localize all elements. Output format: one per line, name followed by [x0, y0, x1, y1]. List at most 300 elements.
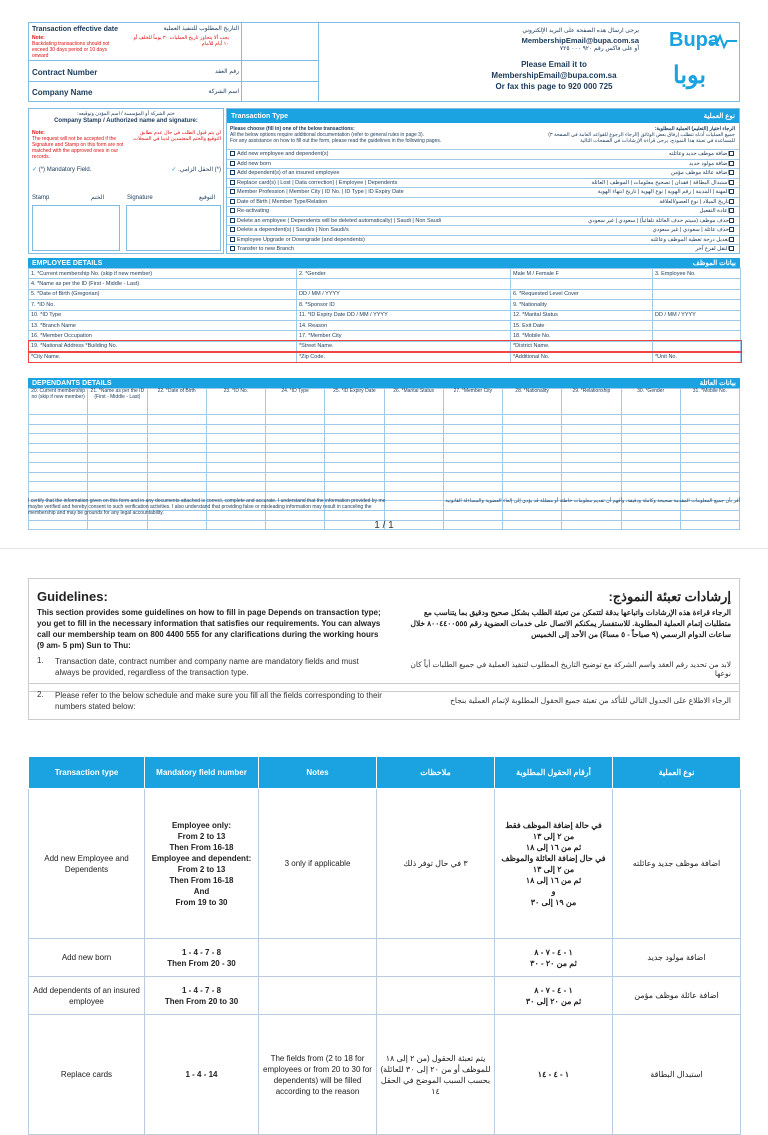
employee-field[interactable]: 16. *Member Occupation — [29, 331, 297, 341]
transaction-option-label — [230, 237, 365, 243]
employee-field[interactable]: 7. *ID No. — [29, 300, 297, 310]
dependant-cell[interactable] — [325, 434, 384, 444]
employee-field[interactable] — [653, 331, 741, 341]
employee-row — [29, 320, 741, 330]
checkbox-icon-ar[interactable] — [729, 151, 734, 156]
dependant-cell[interactable] — [29, 415, 88, 425]
dependant-cell[interactable] — [443, 453, 502, 463]
transaction-date-input[interactable] — [241, 23, 319, 61]
transaction-title-ar: نوع العملية — [703, 113, 735, 120]
header-box — [28, 22, 740, 102]
transaction-list — [227, 149, 739, 254]
checkbox-icon-ar[interactable] — [729, 208, 734, 213]
employee-field[interactable]: *Street Name. — [297, 341, 511, 351]
dependant-cell[interactable] — [88, 443, 147, 453]
contract-cell — [29, 61, 319, 82]
checkbox-icon-ar[interactable] — [729, 180, 734, 185]
dependant-cell[interactable] — [562, 472, 621, 482]
transaction-header — [227, 109, 739, 123]
dependant-cell[interactable] — [88, 482, 147, 492]
dependant-cell[interactable] — [325, 482, 384, 492]
transaction-option-label — [230, 227, 349, 233]
dependant-cell[interactable] — [443, 434, 502, 444]
checkbox-icon[interactable] — [230, 161, 235, 166]
transaction-option[interactable] — [227, 216, 739, 226]
transaction-date-label: Transaction effective date — [32, 26, 118, 33]
dependant-cell[interactable] — [206, 520, 265, 530]
employee-field[interactable]: 14. Reason — [297, 320, 511, 330]
schedule-cell-notes: The fields from (2 to 18 for employees or from 20 to 30 for dependents) will be filled according to the reason — [259, 1015, 377, 1135]
dependant-cell[interactable] — [562, 415, 621, 425]
option-text-ar: إضافة موظف جديد وعائلته — [668, 151, 729, 158]
dependant-cell[interactable] — [147, 424, 206, 434]
dependant-cell[interactable] — [29, 434, 88, 444]
dependant-cell[interactable] — [443, 462, 502, 472]
employee-field[interactable] — [297, 279, 511, 289]
transaction-option-label — [230, 246, 294, 252]
dependant-cell[interactable] — [206, 462, 265, 472]
transaction-option[interactable] — [227, 244, 739, 254]
stamp-box[interactable] — [32, 205, 120, 251]
employee-field[interactable] — [653, 279, 741, 289]
dependant-cell[interactable] — [503, 520, 562, 530]
dependant-cell[interactable] — [503, 472, 562, 482]
dependant-cell[interactable] — [88, 415, 147, 425]
employee-field[interactable]: 5. *Date of Birth (Gregorian) — [29, 289, 297, 299]
check-icon: ✓ — [32, 167, 38, 173]
dependant-cell[interactable] — [147, 482, 206, 492]
employee-title-ar: بيانات الموظف — [692, 260, 736, 267]
dependant-cell[interactable] — [443, 424, 502, 434]
dependant-cell[interactable] — [266, 443, 325, 453]
option-text: Date of Birth | Member Type/Relation — [237, 198, 328, 205]
dependant-cell[interactable] — [147, 520, 206, 530]
dependant-column-header: 30. *Gender — [621, 389, 680, 415]
employee-field[interactable]: DD / MM / YYYY — [297, 289, 511, 299]
dependant-cell[interactable] — [384, 510, 443, 520]
transaction-option[interactable] — [227, 197, 739, 207]
page-divider — [0, 548, 768, 549]
dependant-cell[interactable] — [680, 415, 739, 425]
transaction-option[interactable] — [227, 187, 739, 197]
dependant-cell[interactable] — [384, 462, 443, 472]
checkbox-icon[interactable] — [230, 189, 235, 194]
employee-field[interactable] — [511, 279, 653, 289]
dependant-row — [29, 443, 740, 453]
schedule-cell-type: Replace cards — [29, 1015, 145, 1135]
transaction-option-label-ar — [659, 199, 736, 205]
contract-input[interactable] — [241, 61, 319, 82]
schedule-cell-type: Add new Employee and Dependents — [29, 789, 145, 939]
fax-line: Or fax this page to 920 000 725 — [495, 82, 613, 91]
dependant-cell[interactable] — [680, 424, 739, 434]
schedule-header: Mandatory field number — [145, 757, 259, 789]
dependant-cell[interactable] — [29, 462, 88, 472]
page-number: 1 / 1 — [374, 520, 394, 531]
checkbox-icon[interactable] — [230, 180, 235, 185]
dependant-cell[interactable] — [621, 462, 680, 472]
checkbox-icon-ar[interactable] — [729, 237, 734, 242]
instr1-ar: الرجاء اختيار (التعليم) العملية المطلوبة: — [654, 126, 735, 132]
transaction-option-label — [230, 170, 339, 176]
checkbox-icon-ar[interactable] — [729, 199, 734, 204]
employee-field[interactable]: 6. *Requested Level Cover — [511, 289, 653, 299]
bupa-logo — [669, 27, 737, 97]
dependant-cell[interactable] — [384, 453, 443, 463]
schedule-cell-notes-ar: يتم تعبئة الحقول (من ٢ إلى ١٨ للموظف أو من ٢٠ إلى ٣٠ للعائلة) بحسب السبب الموضح في الحقل ١٤ — [377, 1015, 495, 1135]
mandatory-note — [32, 167, 91, 174]
dependant-row — [29, 453, 740, 463]
employee-field[interactable]: 17. *Member City — [297, 331, 511, 341]
dependant-cell[interactable] — [443, 520, 502, 530]
instr2: All the below options require additional documentation (refer to general rules in page 3). — [230, 132, 425, 138]
dependant-cell[interactable] — [325, 443, 384, 453]
dependant-cell[interactable] — [503, 462, 562, 472]
dependant-cell[interactable] — [88, 424, 147, 434]
point1-text-ar: لابد من تحديد رقم العقد واسم الشركة مع توضيح التاريخ المطلوب لتنفيذ العملية في جميع الطلبات أياً كان نوعها — [410, 660, 731, 678]
dependant-cell[interactable] — [325, 415, 384, 425]
guidelines-title: Guidelines: — [37, 589, 108, 604]
checkbox-icon[interactable] — [230, 227, 235, 232]
transaction-option[interactable] — [227, 206, 739, 216]
transaction-option-label-ar — [689, 161, 736, 167]
dependant-cell[interactable] — [443, 472, 502, 482]
employee-field[interactable]: 12. *Marital Status — [511, 310, 653, 320]
dependant-cell[interactable] — [266, 520, 325, 530]
schedule-cell-notes: 3 only if applicable — [259, 789, 377, 939]
dependant-cell[interactable] — [325, 424, 384, 434]
schedule-header: Notes — [259, 757, 377, 789]
dependant-cell[interactable] — [325, 462, 384, 472]
schedule-row — [29, 939, 741, 977]
dependant-cell[interactable] — [621, 472, 680, 482]
checkbox-icon-ar[interactable] — [729, 161, 734, 166]
dependant-cell[interactable] — [443, 482, 502, 492]
dependant-cell[interactable] — [384, 434, 443, 444]
dependant-row — [29, 462, 740, 472]
contract-label: Contract Number — [32, 68, 98, 77]
schedule-cell-fields-ar: ١ - ٤ - ٧ - ٨ ثم من ٢٠ إلى ٣٠ — [495, 977, 613, 1015]
schedule-cell-notes — [259, 977, 377, 1015]
dependant-cell[interactable] — [680, 462, 739, 472]
option-text: Delete a dependent(s) | Saudi/s | Non Saudi/s — [237, 227, 349, 234]
dependant-column-header: 31. *Mobile No. — [680, 389, 739, 415]
employee-field[interactable]: Male M / Female F — [511, 269, 653, 279]
dependant-column-header: 23. *ID No. — [206, 389, 265, 415]
dependant-cell[interactable] — [147, 472, 206, 482]
employee-row — [29, 279, 741, 289]
transaction-option[interactable] — [227, 225, 739, 235]
employee-field[interactable]: 13. *Branch Name — [29, 320, 297, 330]
dependant-cell[interactable] — [562, 453, 621, 463]
option-text-ar: استبدال البطاقة | فقدان | تصحيح معلومات | الموظف | العائلة — [591, 179, 729, 186]
dependant-cell[interactable] — [325, 453, 384, 463]
dependant-cell[interactable] — [266, 415, 325, 425]
schedule-cell-fields: 1 - 4 - 7 - 8 Then From 20 to 30 — [145, 977, 259, 1015]
transaction-option-label-ar — [650, 237, 736, 243]
dependant-cell[interactable] — [621, 443, 680, 453]
option-text: Re-activating — [237, 208, 270, 215]
signature-box[interactable] — [126, 205, 221, 251]
dependant-column-header: 21. *Name as per the ID (First - Middle - Last) — [88, 389, 147, 415]
dependant-cell[interactable] — [562, 443, 621, 453]
employee-field[interactable] — [653, 320, 741, 330]
dependant-cell[interactable] — [266, 453, 325, 463]
heartbeat-icon — [711, 33, 737, 49]
employee-field[interactable]: *Unit No. — [653, 352, 741, 362]
dependant-cell[interactable] — [621, 520, 680, 530]
transaction-option-label — [230, 218, 441, 224]
schedule-cell-type-ar: اضافة موظف جديد وعائلته — [613, 789, 741, 939]
dependant-cell[interactable] — [206, 443, 265, 453]
company-label: Company Name — [32, 88, 93, 97]
option-text-ar: تعديل درجة تغطية الموظف وعائلته — [650, 236, 729, 243]
dependant-cell[interactable] — [562, 510, 621, 520]
dependants-header — [28, 378, 740, 388]
dependant-column-header: 22. *Date of Birth — [147, 389, 206, 415]
checkbox-icon[interactable] — [230, 170, 235, 175]
email2[interactable]: MembershipEmail@bupa.com.sa — [491, 71, 617, 80]
employee-field[interactable]: 15. Exit Date — [511, 320, 653, 330]
dependant-cell[interactable] — [680, 520, 739, 530]
option-text: Delete an employee ( Dependents will be deleted automatically) | Saudi | Non Saudi — [237, 217, 442, 224]
dependant-cell[interactable] — [147, 434, 206, 444]
dependant-cell[interactable] — [29, 424, 88, 434]
dependant-cell[interactable] — [680, 472, 739, 482]
form-body — [28, 108, 740, 516]
employee-field[interactable]: DD / MM / YYYY — [653, 310, 741, 320]
dependant-cell[interactable] — [680, 453, 739, 463]
option-text: Member Profession | Member City | ID No. | ID Type | ID Expiry Date — [237, 189, 404, 196]
fax-ar: أو على فاكس رقم ٩٢٠ ٠٠٠ ٧٢٥ — [559, 46, 639, 52]
stamp-note-text-ar: لن يتم قبول الطلب في حال عدم تطابق التوقيع والختم المعتمدين لدينا في السجلات — [133, 130, 221, 142]
schedule-cell-fields-ar: في حالة إضافة الموظف فقط من ٢ إلى ١٣ ثم من ١٦ إلى ١٨ في حال إضافة العائلة والموظف من ٢ إلى ١٣ ثم من ١٦ إلى ١٨ و من ١٩ إلى ٣٠ — [495, 789, 613, 939]
checkbox-icon-ar[interactable] — [729, 246, 734, 251]
dependant-cell[interactable] — [384, 482, 443, 492]
transaction-date-label-ar: التاريخ المطلوب للتنفيذ العملية — [163, 26, 239, 32]
dependant-column-header: 25. *ID Expiry Date — [325, 389, 384, 415]
point2-text-ar: الرجاء الاطلاع على الجدول التالي للتأكد من تعبئة جميع الحقول المطلوبة لإتمام العملية بنجاح — [450, 696, 731, 705]
stamp-label-ar: الختم — [91, 195, 105, 201]
checkbox-icon[interactable] — [230, 237, 235, 242]
dependant-cell[interactable] — [147, 443, 206, 453]
checkbox-icon-ar[interactable] — [729, 170, 734, 175]
dependant-cell[interactable] — [503, 415, 562, 425]
instr1: Please choose (fill in) one of the below transactions: — [230, 126, 355, 132]
email-line-ar: يرجى ارسال هذه الصفحة على البريد الإلكتروني — [522, 28, 639, 34]
employee-row — [29, 352, 741, 362]
dependant-cell[interactable] — [621, 510, 680, 520]
dependant-cell[interactable] — [206, 424, 265, 434]
checkbox-icon[interactable] — [230, 208, 235, 213]
transaction-option-label-ar — [695, 246, 736, 252]
dependant-cell[interactable] — [88, 453, 147, 463]
transaction-panel — [226, 108, 740, 254]
dependant-column-header: 26. *Marital Status — [384, 389, 443, 415]
logo-text-ar: بوبا — [673, 62, 707, 89]
dependants-title-ar: بيانات العائلة — [699, 380, 736, 387]
employee-field[interactable]: 1. *Current membership No. (skip if new member) — [29, 269, 297, 279]
email1[interactable]: MembershipEmail@bupa.com.sa — [521, 36, 639, 45]
employee-field[interactable]: 11. *ID Expiry Date DD / MM / YYYY — [297, 310, 511, 320]
dependant-cell[interactable] — [147, 462, 206, 472]
employee-header — [28, 258, 740, 268]
dependant-cell[interactable] — [206, 472, 265, 482]
signature-label: Signature — [127, 195, 153, 201]
dependant-row — [29, 415, 740, 425]
dependant-cell[interactable] — [562, 424, 621, 434]
schedule-row — [29, 789, 741, 939]
point2-text: Please refer to the below schedule and make sure you fill all the fields corresponding to their numbers stated below: — [55, 691, 382, 711]
dependant-cell[interactable] — [266, 434, 325, 444]
dependant-cell[interactable] — [384, 415, 443, 425]
employee-field[interactable]: *Additional No. — [511, 352, 653, 362]
transaction-option[interactable] — [227, 159, 739, 169]
dependant-cell[interactable] — [621, 482, 680, 492]
dependant-cell[interactable] — [384, 443, 443, 453]
employee-field[interactable]: *District Name. — [511, 341, 653, 351]
dependant-cell[interactable] — [88, 462, 147, 472]
dependant-cell[interactable] — [680, 434, 739, 444]
signature-label-ar: التوقيع — [199, 195, 216, 201]
dependant-cell[interactable] — [29, 472, 88, 482]
checkbox-icon-ar[interactable] — [729, 227, 734, 232]
dependant-cell[interactable] — [29, 482, 88, 492]
dependant-cell[interactable] — [443, 510, 502, 520]
employee-field[interactable] — [653, 341, 741, 351]
dependant-cell[interactable] — [147, 415, 206, 425]
employee-field[interactable]: 10. *ID Type — [29, 310, 297, 320]
stamp-label: Stamp — [32, 195, 50, 201]
transaction-option-label-ar — [652, 227, 736, 233]
employee-field[interactable]: *Zip Code. — [297, 352, 511, 362]
stamp-title-ar: ختم الشركة أو المؤسسة / اسم المؤذن وتوقيعه: — [77, 111, 175, 117]
dependant-cell[interactable] — [562, 434, 621, 444]
dependant-cell[interactable] — [206, 415, 265, 425]
dependant-cell[interactable] — [384, 472, 443, 482]
dependant-cell[interactable] — [680, 443, 739, 453]
employee-field[interactable]: 9. *Nationality — [511, 300, 653, 310]
dependant-cell[interactable] — [562, 482, 621, 492]
dependant-row — [29, 434, 740, 444]
transaction-option[interactable] — [227, 168, 739, 178]
checkbox-icon[interactable] — [230, 246, 235, 251]
employee-field[interactable]: 19. *National Address *Building No. — [29, 341, 297, 351]
dependant-cell[interactable] — [266, 482, 325, 492]
dependant-cell[interactable] — [325, 472, 384, 482]
dependant-cell[interactable] — [621, 424, 680, 434]
employee-field[interactable]: *City Name. — [29, 352, 297, 362]
checkbox-icon[interactable] — [230, 218, 235, 223]
dependant-cell[interactable] — [503, 434, 562, 444]
dependant-column-header: 29. *Relationship — [562, 389, 621, 415]
employee-field[interactable]: 2. *Gender — [297, 269, 511, 279]
employee-field[interactable]: 18. *Mobile No. — [511, 331, 653, 341]
dependant-cell[interactable] — [88, 520, 147, 530]
dependant-cell[interactable] — [29, 520, 88, 530]
dependant-cell[interactable] — [503, 482, 562, 492]
dependant-cell[interactable] — [266, 462, 325, 472]
logo-text-en: Bupa — [669, 29, 719, 51]
dependant-cell[interactable] — [503, 443, 562, 453]
employee-field[interactable] — [653, 289, 741, 299]
guideline-point2: 2. Please refer to the below schedule and make sure you fill all the fields corresponding to their numbers stated below: الرجاء الاطلاع على الجدول التالي للتأكد من تعبئة جميع الحقول المطلوبة لإتمام العملية بنجاح — [28, 684, 740, 720]
company-input[interactable] — [241, 82, 319, 102]
mandatory-text: (*) Mandatory Field. — [38, 167, 92, 173]
option-text: Replace card(s) | Lost | Data correction) | Employee | Dependents — [237, 179, 398, 186]
dependant-cell[interactable] — [621, 415, 680, 425]
dependant-cell[interactable] — [680, 510, 739, 520]
dependant-cell[interactable] — [147, 453, 206, 463]
employee-field[interactable]: 4. *Name as per the ID (First - Middle - Last) — [29, 279, 297, 289]
dependant-cell[interactable] — [266, 424, 325, 434]
dependant-cell[interactable] — [621, 434, 680, 444]
company-label-ar: اسم الشركة — [208, 89, 239, 95]
stamp-panel — [28, 108, 224, 254]
option-text-ar: حذف موظف (سيتم حذف العائلة تلقائياً) | سعودي | غير سعودي — [587, 217, 729, 224]
transaction-option[interactable] — [227, 178, 739, 188]
employee-field[interactable] — [653, 300, 741, 310]
dependant-cell[interactable] — [29, 443, 88, 453]
transaction-option[interactable] — [227, 235, 739, 245]
dependant-cell[interactable] — [206, 482, 265, 492]
schedule-table — [28, 756, 741, 1135]
schedule-row — [29, 977, 741, 1015]
dependant-cell[interactable] — [384, 424, 443, 434]
dependant-cell[interactable] — [443, 443, 502, 453]
dependant-cell[interactable] — [29, 453, 88, 463]
dependant-cell[interactable] — [88, 472, 147, 482]
mandatory-text-ar: (*) الحقل الزامي. — [178, 167, 221, 173]
transaction-option-label — [230, 189, 404, 195]
dependant-cell[interactable] — [503, 424, 562, 434]
company-cell — [29, 82, 319, 102]
dependant-cell[interactable] — [503, 510, 562, 520]
checkbox-icon-ar[interactable] — [729, 218, 734, 223]
option-text: Add dependent(s) of an insured employee — [237, 170, 340, 177]
checkbox-icon[interactable] — [230, 199, 235, 204]
declaration-text-ar: أقر بأن جميع المعلومات المقدمة صحيحة وكاملة ودقيقة، وأفهم أن تقديم معلومات خاطئة أو مضللة قد يؤدي إلى إلغاء العضوية والمساءلة القانونية — [445, 498, 740, 504]
dependant-column-header: 24. *ID Type — [266, 389, 325, 415]
schedule-cell-fields-ar: ١ - ٤ - ٧ - ٨ ثم من ٢٠ - ٣٠ — [495, 939, 613, 977]
dependant-cell[interactable] — [562, 520, 621, 530]
schedule-cell-fields: 1 - 4 - 7 - 8 Then From 20 - 30 — [145, 939, 259, 977]
dependant-cell[interactable] — [206, 453, 265, 463]
dependant-cell[interactable] — [88, 434, 147, 444]
employee-field[interactable]: 3. Employee No. — [653, 269, 741, 279]
employee-title: EMPLOYEE DETAILS — [32, 259, 103, 267]
transaction-option-label-ar — [588, 218, 736, 224]
dependant-cell[interactable] — [266, 472, 325, 482]
checkbox-icon-ar[interactable] — [729, 189, 734, 194]
point1-text: Transaction date, contract number and company name are mandatory fields and must always be provided, regardless of the transaction type. — [55, 657, 359, 677]
dependant-cell[interactable] — [621, 453, 680, 463]
schedule-header: ملاحظات — [377, 757, 495, 789]
transaction-option-label-ar — [591, 180, 736, 186]
schedule-cell-notes-ar — [377, 939, 495, 977]
dependant-cell[interactable] — [503, 453, 562, 463]
contract-label-ar: رقم العقد — [215, 69, 239, 75]
dependant-cell[interactable] — [206, 434, 265, 444]
dependant-cell[interactable] — [562, 462, 621, 472]
transaction-option[interactable] — [227, 149, 739, 159]
employee-field[interactable]: 8. *Sponsor ID — [297, 300, 511, 310]
checkbox-icon[interactable] — [230, 151, 235, 156]
schedule-cell-notes-ar — [377, 977, 495, 1015]
dependant-cell[interactable] — [680, 482, 739, 492]
dependant-cell[interactable] — [443, 415, 502, 425]
instr2-ar: جميع العمليات أدناه تتطلب إرفاق بعض الوثائق (الرجاء الرجوع للقواعد العامة في الصفحة ٣) — [548, 132, 735, 138]
